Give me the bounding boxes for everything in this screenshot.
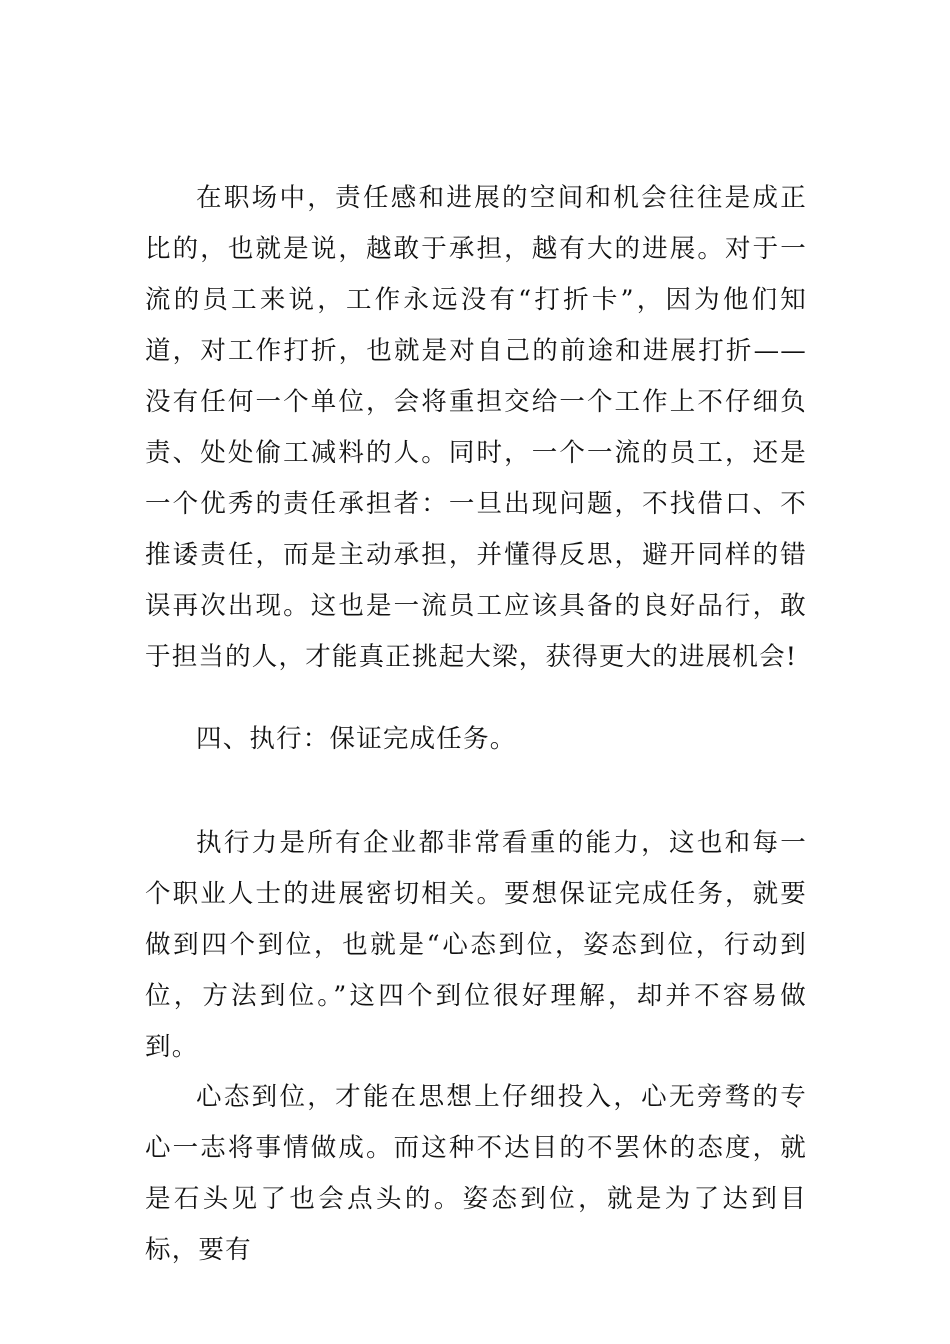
- section-heading-execution: 四、执行：保证完成任务。: [196, 724, 517, 754]
- body-paragraph-responsibility: 在职场中，责任感和进展的空间和机会往往是成正比的，也就是说，越敢于承担，越有大的进展。对于一流的员工来说，工作永远没有“打折卡”，因为他们知道，对工作打折，也就是对自己的前途和进展打折——没有任何一个单位，会将重担交给一个工作上不仔细负责、处处偷工减料的人。同时，一个一流的员工，还是一个优秀的责任承担者：一旦出现问题，不找借口、不推诿责任，而是主动承担，并懂得反思，避开同样的错误再次出现。这也是一流员工应该具备的良好品行，敢于担当的人，才能真正挑起大梁，获得更大的进展机会!: [145, 183, 807, 672]
- body-paragraph-execution: 执行力是所有企业都非常看重的能力，这也和每一个职业人士的进展密切相关。要想保证完成任务，就要做到四个到位，也就是“心态到位，姿态到位，行动到位，方法到位。”这四个到位很好理解，却并不容易做到。: [145, 828, 807, 1062]
- body-paragraph-mindset: 心态到位，才能在思想上仔细投入，心无旁骛的专心一志将事情做成。而这种不达目的不罢休的态度，就是石头见了也会点头的。姿态到位，就是为了达到目标，要有: [145, 1082, 807, 1265]
